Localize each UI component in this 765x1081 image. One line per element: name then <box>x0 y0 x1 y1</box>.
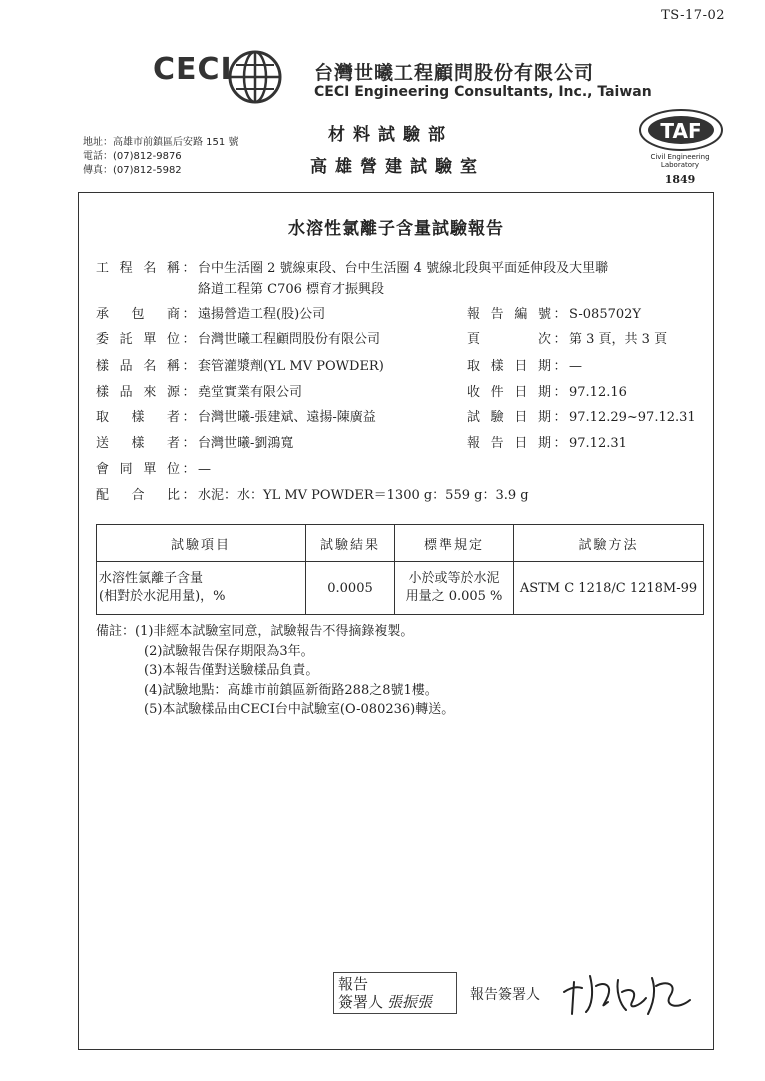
taf-logo-icon <box>638 108 724 153</box>
field-witness-unit: 會同單位 ： — <box>96 462 211 477</box>
company-name-zh: 台灣世曦工程顧問股份有限公司 <box>314 62 595 84</box>
laboratory-name: 高雄營建試驗室 <box>310 157 485 177</box>
field-label: 報告編號 <box>467 307 551 322</box>
field-value: 97.12.31 <box>569 436 627 451</box>
ceci-logo-text: CECI <box>153 52 233 87</box>
field-label: 報告日期 <box>467 436 551 451</box>
field-label: 試驗日期 <box>467 410 551 425</box>
field-value: 第 3 頁，共 3 頁 <box>569 332 668 347</box>
field-value: 堯堂實業有限公司 <box>198 385 303 400</box>
stamp-line: 報告 <box>338 975 369 993</box>
table-header: 試驗項目 <box>97 525 306 562</box>
field-label: 會同單位 <box>96 462 180 477</box>
field-label: 取樣日期 <box>467 359 551 374</box>
field-value: 套管灌漿劑(YL MV POWDER) <box>198 359 384 374</box>
phone-line: 電話：(07)812-9876 <box>83 151 182 162</box>
taf-caption-line: Laboratory <box>660 161 700 169</box>
field-label: 收件日期 <box>467 385 551 400</box>
field-value: S-085702Y <box>569 307 641 322</box>
field-page: 頁次 ： 第 3 頁，共 3 頁 <box>467 332 668 347</box>
note-text: (1)非經本試驗室同意，試驗報告不得摘錄複製。 <box>135 624 414 639</box>
table-header: 試驗方法 <box>514 525 704 562</box>
field-value: 遠揚營造工程(股)公司 <box>198 307 326 322</box>
taf-caption-line: Civil Engineering <box>650 153 710 161</box>
field-label: 取樣者 <box>96 410 180 425</box>
field-label: 承包商 <box>96 307 180 322</box>
stamp-line: 簽署人 <box>338 993 384 1011</box>
report-title: 水溶性氯離子含量試驗報告 <box>288 219 504 239</box>
field-receipt-date: 收件日期 ： 97.12.16 <box>467 385 627 400</box>
field-label: 送樣者 <box>96 436 180 451</box>
note-item: (5)本試驗樣品由CECI台中試驗室(O-080236)轉送。 <box>144 702 455 717</box>
field-label: 頁次 <box>467 332 551 347</box>
company-name-en: CECI Engineering Consultants, Inc., Taiwan <box>314 84 652 100</box>
field-value: 台灣世曦工程顧問股份有限公司 <box>198 332 381 347</box>
note-item <box>96 622 454 642</box>
address-block <box>83 136 238 178</box>
field-value: — <box>198 462 211 477</box>
address-line: 地址：高雄市前鎮區后安路 151 號 <box>83 137 239 148</box>
field-value: 台灣世曦-劉鴻寬 <box>198 436 294 451</box>
field-sender: 送樣者 ： 台灣世曦-劉鴻寬 <box>96 436 294 451</box>
results-table <box>96 524 704 615</box>
field-contractor: 承包商 ： 遠揚營造工程(股)公司 <box>96 307 326 322</box>
table-cell-method: ASTM C 1218/C 1218M-99 <box>514 562 704 615</box>
table-row <box>97 562 704 615</box>
handwritten-signature-icon <box>560 962 700 1022</box>
document-number: TS-17-02 <box>661 8 725 23</box>
field-sampler: 取樣者 ： 台灣世曦-張建斌、遠揚-陳廣益 <box>96 410 376 425</box>
table-cell-standard <box>395 562 514 615</box>
standard-line: 小於或等於水泥 <box>408 571 500 586</box>
department-name: 材料試驗部 <box>328 125 453 145</box>
stamp-name: 張振張 <box>387 993 433 1011</box>
table-cell-result: 0.0005 <box>306 562 395 615</box>
note-item: (2)試驗報告保存期限為3年。 <box>144 643 314 659</box>
field-value: 台灣世曦-張建斌、遠揚-陳廣益 <box>198 410 376 425</box>
fax-line: 傳真：(07)812-5982 <box>83 165 182 176</box>
notes-label: 備註： <box>96 624 136 639</box>
field-label: 工程名稱 <box>96 261 180 276</box>
table-header-row <box>97 525 704 562</box>
field-value: 97.12.16 <box>569 385 627 400</box>
field-value: 台中生活圈 2 號線東段、台中生活圈 4 號線北段與平面延伸段及大里聯 <box>198 261 609 276</box>
signer-label: 報告簽署人 <box>470 987 540 1003</box>
field-client: 委託單位 ： 台灣世曦工程顧問股份有限公司 <box>96 332 381 347</box>
item-line: 水溶性氯離子含量 <box>99 571 204 586</box>
table-header: 標準規定 <box>395 525 514 562</box>
field-label: 委託單位 <box>96 332 180 347</box>
field-value: 水泥：水：YL MV POWDER＝1300 g：559 g：3.9 g <box>198 488 529 503</box>
field-value: 97.12.29~97.12.31 <box>569 410 696 425</box>
field-sample-name: 樣品名稱 ： 套管灌漿劑(YL MV POWDER) <box>96 359 384 374</box>
field-report-date: 報告日期 ： 97.12.31 <box>467 436 627 451</box>
field-test-date: 試驗日期 ： 97.12.29~97.12.31 <box>467 410 696 425</box>
project-name-row-2: 絡道工程第 C706 標育才振興段 <box>198 282 385 297</box>
field-label: 樣品名稱 <box>96 359 180 374</box>
table-header: 試驗結果 <box>306 525 395 562</box>
field-sampling-date: 取樣日期 ： — <box>467 359 582 374</box>
taf-number: 1849 <box>664 173 696 186</box>
note-item: (4)試驗地點：高雄市前鎮區新衙路288之8號1樓。 <box>144 682 438 698</box>
standard-line: 用量之 0.005 % <box>405 589 503 604</box>
field-sample-source: 樣品來源 ： 堯堂實業有限公司 <box>96 385 303 400</box>
project-name-row: 工程名稱 ： 台中生活圈 2 號線東段、台中生活圈 4 號線北段與平面延伸段及大里聯 <box>96 261 609 276</box>
item-line: (相對於水泥用量)，% <box>99 589 226 604</box>
taf-caption <box>630 153 730 169</box>
field-label: 配合比 <box>96 488 180 503</box>
note-item: (3)本報告僅對送驗樣品負責。 <box>144 663 319 678</box>
signer-stamp <box>333 972 457 1014</box>
table-cell-item <box>97 562 306 615</box>
field-value: — <box>569 359 582 374</box>
field-mix-ratio: 配合比 ： 水泥：水：YL MV POWDER＝1300 g：559 g：3.9 g <box>96 488 529 503</box>
field-report-no: 報告編號 ： S-085702Y <box>467 307 641 322</box>
svg-text:TAF: TAF <box>660 119 702 143</box>
notes-block <box>96 622 454 720</box>
ceci-globe-icon <box>228 50 282 104</box>
field-label: 樣品來源 <box>96 385 180 400</box>
